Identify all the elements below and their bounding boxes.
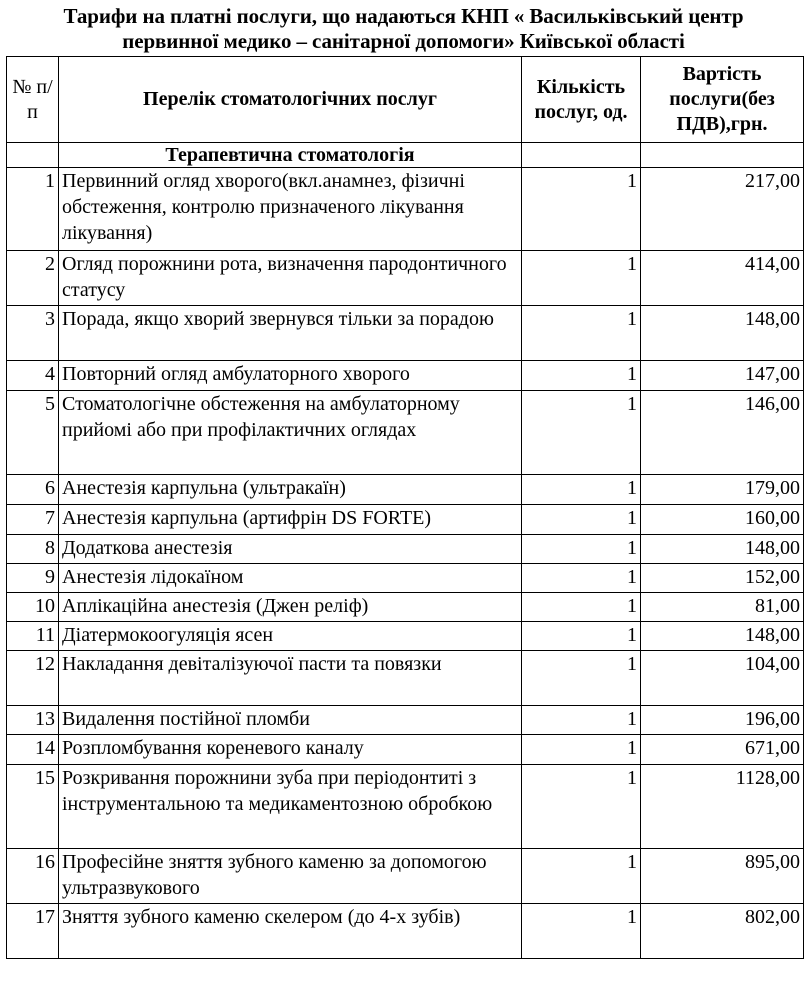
- service-name: Видалення постійної пломби: [59, 706, 522, 735]
- header-price: Вартість послуги(без ПДВ),грн.: [641, 57, 804, 143]
- table-row: [7, 475, 804, 505]
- service-price: 802,00: [641, 904, 804, 959]
- service-quantity: 1: [522, 306, 641, 361]
- row-number: 13: [7, 706, 59, 735]
- header-service-name: Перелік стоматологічних послуг: [59, 57, 522, 143]
- table-row: [7, 564, 804, 593]
- table-header-row: [7, 57, 804, 143]
- section-title: Терапевтична стоматологія: [59, 143, 522, 168]
- service-name: Порада, якщо хворий звернувся тільки за порадою: [59, 306, 522, 361]
- table-row: [7, 535, 804, 564]
- table-row: [7, 361, 804, 391]
- row-number: 14: [7, 735, 59, 765]
- title-line-1: Тарифи на платні послуги, що надаються КНП « Васильківський центр: [63, 4, 744, 28]
- service-name: Повторний огляд амбулаторного хворого: [59, 361, 522, 391]
- row-number: 9: [7, 564, 59, 593]
- section-row: [7, 143, 804, 168]
- service-price: 152,00: [641, 564, 804, 593]
- service-quantity: 1: [522, 706, 641, 735]
- service-price: 81,00: [641, 593, 804, 622]
- row-number: 1: [7, 168, 59, 251]
- service-price: 146,00: [641, 391, 804, 475]
- table-row: [7, 168, 804, 251]
- service-name: Аплікаційна анестезія (Джен реліф): [59, 593, 522, 622]
- service-quantity: 1: [522, 535, 641, 564]
- service-quantity: 1: [522, 361, 641, 391]
- row-number: 16: [7, 849, 59, 904]
- service-name: Розпломбування кореневого каналу: [59, 735, 522, 765]
- service-quantity: 1: [522, 735, 641, 765]
- title-line-2: первинної медико – санітарної допомоги» Київської області: [122, 29, 685, 53]
- service-quantity: 1: [522, 904, 641, 959]
- service-name: Діатермокоогуляція ясен: [59, 622, 522, 651]
- service-name: Накладання девіталізуючої пасти та повязки: [59, 651, 522, 706]
- table-row: [7, 251, 804, 306]
- service-price: 148,00: [641, 622, 804, 651]
- service-price: 148,00: [641, 535, 804, 564]
- service-price: 1128,00: [641, 765, 804, 849]
- service-name: Зняття зубного каменю скелером (до 4-х зубів): [59, 904, 522, 959]
- row-number: 6: [7, 475, 59, 505]
- table-row: [7, 651, 804, 706]
- table-row: [7, 904, 804, 959]
- service-price: 895,00: [641, 849, 804, 904]
- table-row: [7, 735, 804, 765]
- table-row: [7, 622, 804, 651]
- section-empty-cell: [522, 143, 641, 168]
- service-quantity: 1: [522, 564, 641, 593]
- row-number: 7: [7, 505, 59, 535]
- table-row: [7, 706, 804, 735]
- row-number: 10: [7, 593, 59, 622]
- service-quantity: 1: [522, 391, 641, 475]
- service-price: 217,00: [641, 168, 804, 251]
- table-body: [7, 168, 804, 959]
- row-number: 11: [7, 622, 59, 651]
- table-row: [7, 391, 804, 475]
- service-name: Додаткова анестезія: [59, 535, 522, 564]
- service-price: 147,00: [641, 361, 804, 391]
- service-name: Анестезія карпульна (ультракаїн): [59, 475, 522, 505]
- row-number: 15: [7, 765, 59, 849]
- row-number: 3: [7, 306, 59, 361]
- service-name: Анестезія карпульна (артифрін DS FORTE): [59, 505, 522, 535]
- service-price: 104,00: [641, 651, 804, 706]
- service-quantity: 1: [522, 622, 641, 651]
- service-quantity: 1: [522, 475, 641, 505]
- service-price: 179,00: [641, 475, 804, 505]
- service-quantity: 1: [522, 505, 641, 535]
- service-price: 414,00: [641, 251, 804, 306]
- section-empty-cell: [7, 143, 59, 168]
- service-price: 671,00: [641, 735, 804, 765]
- header-quantity: Кількість послуг, од.: [522, 57, 641, 143]
- table-row: [7, 849, 804, 904]
- row-number: 12: [7, 651, 59, 706]
- header-num: № п/п: [7, 57, 59, 143]
- service-name: Анестезія лідокаїном: [59, 564, 522, 593]
- service-name: Стоматологічне обстеження на амбулаторному прийомі або при профілактичних оглядах: [59, 391, 522, 475]
- service-price: 160,00: [641, 505, 804, 535]
- service-name: Професійне зняття зубного каменю за допомогою ультразвукового: [59, 849, 522, 904]
- service-name: Первинний огляд хворого(вкл.анамнез, фізичні обстеження, контролю призначеного лікування лікування): [59, 168, 522, 251]
- service-quantity: 1: [522, 168, 641, 251]
- service-price: 196,00: [641, 706, 804, 735]
- row-number: 4: [7, 361, 59, 391]
- service-quantity: 1: [522, 765, 641, 849]
- section-empty-cell: [641, 143, 804, 168]
- document-title: [0, 0, 807, 54]
- service-name: Розкривання порожнини зуба при періодонтиті з інструментальною та медикаментозною обробкою: [59, 765, 522, 849]
- row-number: 5: [7, 391, 59, 475]
- service-quantity: 1: [522, 651, 641, 706]
- service-price: 148,00: [641, 306, 804, 361]
- table-row: [7, 505, 804, 535]
- tariff-table: [6, 56, 804, 959]
- row-number: 17: [7, 904, 59, 959]
- table-row: [7, 306, 804, 361]
- table-row: [7, 593, 804, 622]
- service-quantity: 1: [522, 849, 641, 904]
- service-quantity: 1: [522, 251, 641, 306]
- row-number: 8: [7, 535, 59, 564]
- table-row: [7, 765, 804, 849]
- row-number: 2: [7, 251, 59, 306]
- service-name: Огляд порожнини рота, визначення пародонтичного статусу: [59, 251, 522, 306]
- service-quantity: 1: [522, 593, 641, 622]
